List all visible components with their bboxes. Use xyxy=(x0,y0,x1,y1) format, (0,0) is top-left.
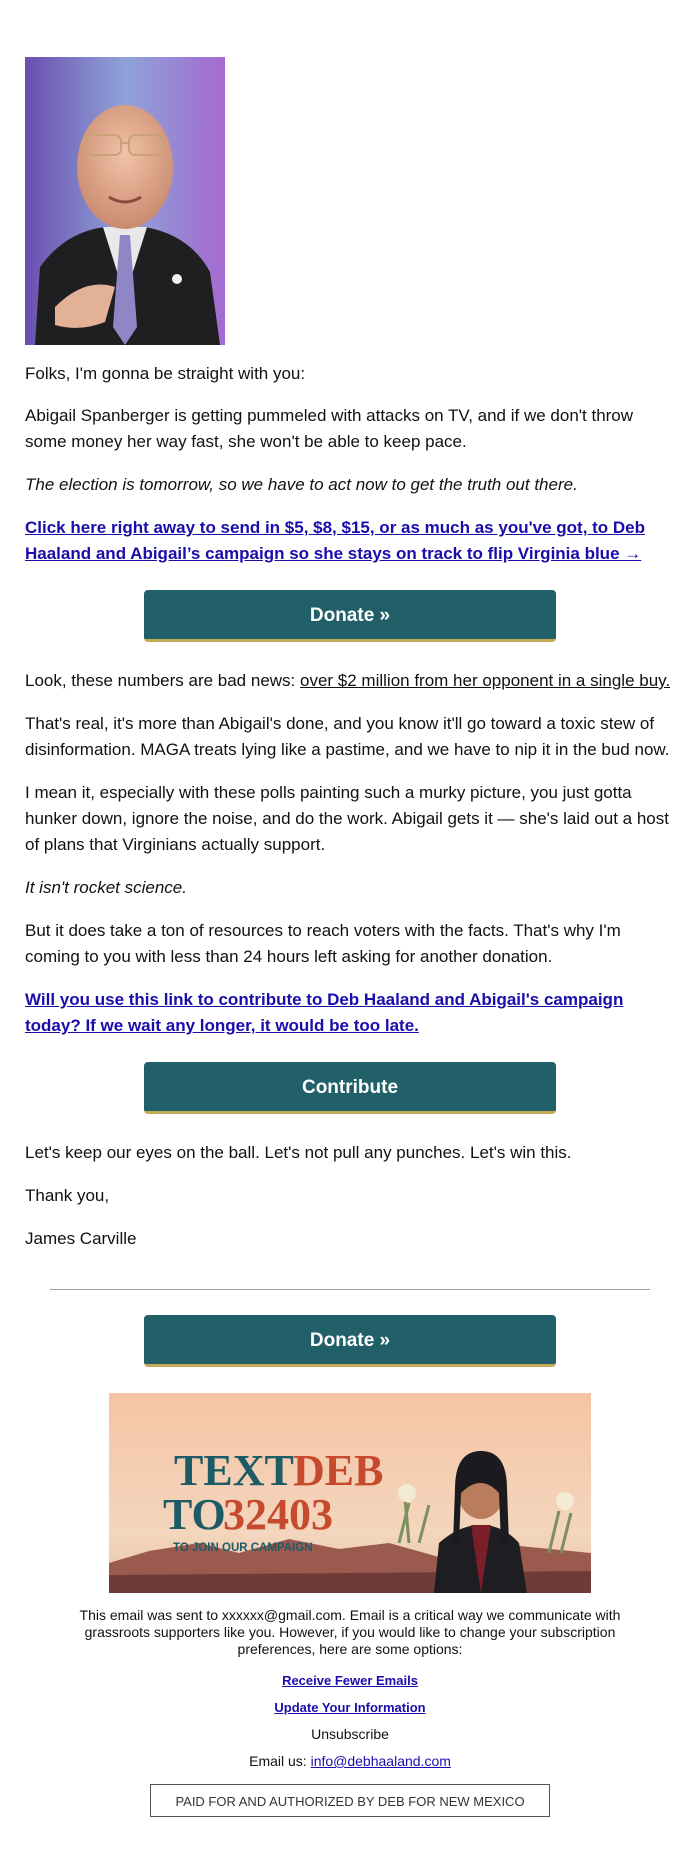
cta-link-paragraph-1 xyxy=(25,515,675,567)
banner-deb-word: DEB xyxy=(293,1446,384,1495)
election-tomorrow-paragraph: The election is tomorrow, so we have to act now to get the truth out there. xyxy=(25,475,578,494)
email-body xyxy=(25,57,675,1817)
banner-text-word: TEXT xyxy=(174,1446,294,1495)
closing-paragraph: Let's keep our eyes on the ball. Let's not pull any punches. Let's win this. xyxy=(25,1143,572,1162)
polls-paragraph: I mean it, especially with these polls painting such a murky picture, you just gotta hunker down, ignore the noise, and do the work. Abigail gets it — she's laid out a host of plans that Virginians actually support. xyxy=(25,783,669,854)
numbers-paragraph xyxy=(25,668,675,694)
banner-to-word: TO xyxy=(163,1490,226,1539)
opponent-buy-link[interactable]: over $2 million from her opponent in a single buy. xyxy=(300,671,671,690)
donate-button-wrap-1 xyxy=(25,590,675,642)
resources-paragraph: But it does take a ton of resources to reach voters with the facts. That's why I'm coming to you with less than 24 hours left asking for another donation. xyxy=(25,921,621,966)
contribute-button-wrap xyxy=(25,1062,675,1114)
donate-button-wrap-2 xyxy=(25,1315,675,1367)
disinformation-paragraph: That's real, it's more than Abigail's done, and you know it'll go toward a toxic stew of disinformation. MAGA treats lying like a pastime, and we have to nip it in the bud now. xyxy=(25,714,670,759)
attack-paragraph: Abigail Spanberger is getting pummeled with attacks on TV, and if we don't throw some money her way fast, she won't be able to keep pace. xyxy=(25,406,634,451)
email-us-line xyxy=(25,1753,675,1770)
intro-paragraph: Folks, I'm gonna be straight with you: xyxy=(25,364,306,383)
text-deb-banner[interactable] xyxy=(109,1393,591,1593)
footer xyxy=(25,1607,675,1817)
email-us-label: Email us: xyxy=(249,1753,311,1769)
cta-link-paragraph-2 xyxy=(25,987,675,1039)
portrait-photo xyxy=(25,57,225,345)
update-information-link[interactable]: Update Your Information xyxy=(274,1700,426,1715)
receive-fewer-emails-link[interactable]: Receive Fewer Emails xyxy=(282,1673,418,1688)
email-address-link[interactable]: info@debhaaland.com xyxy=(310,1753,451,1769)
unsubscribe-link[interactable]: Unsubscribe xyxy=(311,1726,389,1742)
signature: James Carville xyxy=(25,1229,137,1248)
footer-notice: This email was sent to xxxxxx@gmail.com. Email is a critical way we communicate with grassroots supporters like you. However, if you would like to change your subscription preferences, here are some options: xyxy=(79,1607,621,1657)
donate-button-1[interactable]: Donate » xyxy=(144,590,556,642)
numbers-prefix: Look, these numbers are bad news: xyxy=(25,671,300,690)
paid-for-disclaimer: PAID FOR AND AUTHORIZED BY DEB FOR NEW MEXICO xyxy=(150,1784,550,1817)
donate-link-1[interactable]: Click here right away to send in $5, $8, $15, or as much as you've got, to Deb Haaland and Abigail’s campaign so she stays on track to flip Virginia blue → xyxy=(25,518,646,563)
contribute-link[interactable]: Will you use this link to contribute to Deb Haaland and Abigail's campaign today? If we wait any longer, it would be too late. xyxy=(25,990,624,1035)
rocket-science-paragraph: It isn't rocket science. xyxy=(25,878,187,897)
thank-you: Thank you, xyxy=(25,1186,110,1205)
banner-tagline: TO JOIN OUR CAMPAIGN xyxy=(173,1542,313,1554)
contribute-button[interactable]: Contribute xyxy=(144,1062,556,1114)
donate-button-2[interactable]: Donate » xyxy=(144,1315,556,1367)
banner-number: 32403 xyxy=(223,1490,333,1539)
